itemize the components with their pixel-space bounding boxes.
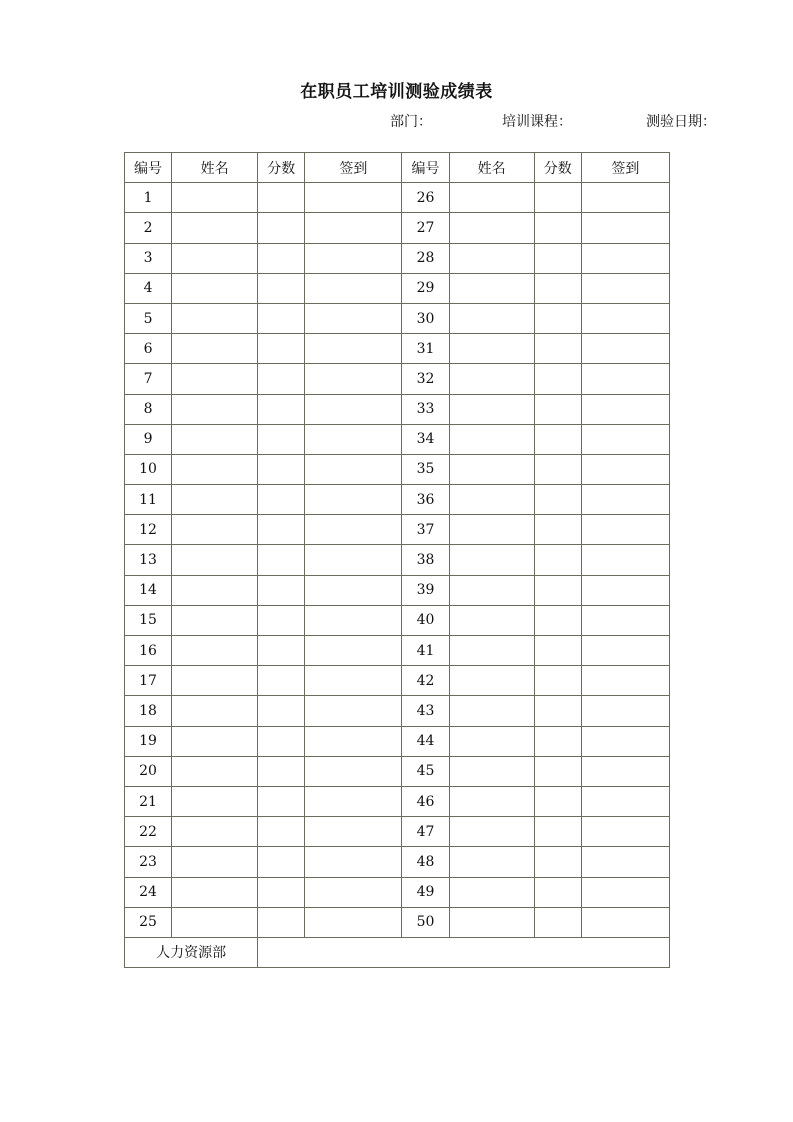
signin-cell-right[interactable] — [581, 877, 669, 907]
signin-cell-right[interactable] — [581, 213, 669, 243]
table-row — [125, 515, 670, 545]
score-cell-right[interactable] — [534, 485, 581, 515]
table-header-row — [125, 153, 670, 183]
name-cell-left[interactable] — [172, 877, 258, 907]
row-number-left: 20 — [125, 756, 172, 786]
name-cell-left[interactable] — [172, 364, 258, 394]
score-cell-left[interactable] — [258, 907, 305, 937]
table-body — [125, 183, 670, 938]
row-number-left: 6 — [125, 334, 172, 364]
row-number-left: 17 — [125, 666, 172, 696]
score-cell-right[interactable] — [534, 636, 581, 666]
header-score: 分数 — [534, 153, 581, 183]
table-row — [125, 334, 670, 364]
row-number-left: 11 — [125, 485, 172, 515]
score-cell-right[interactable] — [534, 454, 581, 484]
score-cell-right[interactable] — [534, 877, 581, 907]
row-number-left: 12 — [125, 515, 172, 545]
signin-cell-right[interactable] — [581, 364, 669, 394]
table-row — [125, 454, 670, 484]
header-signin: 签到 — [581, 153, 669, 183]
score-cell-right[interactable] — [534, 605, 581, 635]
signin-cell-left[interactable] — [305, 817, 402, 847]
department-label: 部门： — [390, 114, 432, 130]
name-cell-left[interactable] — [172, 726, 258, 756]
signin-cell-right[interactable] — [581, 545, 669, 575]
name-cell-right[interactable] — [449, 605, 534, 635]
score-cell-right[interactable] — [534, 303, 581, 333]
score-cell-right[interactable] — [534, 273, 581, 303]
signin-cell-left[interactable] — [305, 303, 402, 333]
row-number-right: 45 — [402, 756, 449, 786]
signin-cell-right[interactable] — [581, 575, 669, 605]
name-cell-left[interactable] — [172, 907, 258, 937]
name-cell-right[interactable] — [449, 696, 534, 726]
name-cell-right[interactable] — [449, 485, 534, 515]
score-cell-left[interactable] — [258, 847, 305, 877]
score-cell-left[interactable] — [258, 605, 305, 635]
row-number-left: 18 — [125, 696, 172, 726]
table-row — [125, 907, 670, 937]
table-row — [125, 605, 670, 635]
header-signin: 签到 — [305, 153, 402, 183]
table-row — [125, 424, 670, 454]
score-cell-right[interactable] — [534, 334, 581, 364]
signin-cell-right[interactable] — [581, 847, 669, 877]
score-cell-left[interactable] — [258, 575, 305, 605]
name-cell-left[interactable] — [172, 303, 258, 333]
name-cell-right[interactable] — [449, 273, 534, 303]
signin-cell-left[interactable] — [305, 364, 402, 394]
name-cell-left[interactable] — [172, 243, 258, 273]
row-number-right: 33 — [402, 394, 449, 424]
score-cell-right[interactable] — [534, 183, 581, 213]
score-cell-left[interactable] — [258, 726, 305, 756]
row-number-right: 47 — [402, 817, 449, 847]
row-number-right: 39 — [402, 575, 449, 605]
score-cell-left[interactable] — [258, 213, 305, 243]
name-cell-left[interactable] — [172, 696, 258, 726]
score-cell-left[interactable] — [258, 364, 305, 394]
row-number-left: 19 — [125, 726, 172, 756]
score-cell-left[interactable] — [258, 334, 305, 364]
row-number-right: 41 — [402, 636, 449, 666]
row-number-left: 5 — [125, 303, 172, 333]
name-cell-left[interactable] — [172, 424, 258, 454]
row-number-right: 32 — [402, 364, 449, 394]
score-cell-right[interactable] — [534, 575, 581, 605]
score-cell-right[interactable] — [534, 545, 581, 575]
row-number-left: 16 — [125, 636, 172, 666]
row-number-right: 31 — [402, 334, 449, 364]
footer-department-field[interactable] — [258, 937, 670, 967]
table-footer-row — [125, 937, 670, 967]
name-cell-left[interactable] — [172, 817, 258, 847]
score-cell-left[interactable] — [258, 454, 305, 484]
signin-cell-left[interactable] — [305, 183, 402, 213]
score-cell-left[interactable] — [258, 515, 305, 545]
table-row — [125, 394, 670, 424]
table-row — [125, 847, 670, 877]
score-cell-left[interactable] — [258, 424, 305, 454]
row-number-right: 36 — [402, 485, 449, 515]
name-cell-left[interactable] — [172, 273, 258, 303]
row-number-right: 28 — [402, 243, 449, 273]
row-number-right: 27 — [402, 213, 449, 243]
signin-cell-left[interactable] — [305, 847, 402, 877]
signin-cell-left[interactable] — [305, 485, 402, 515]
row-number-left: 23 — [125, 847, 172, 877]
signin-cell-left[interactable] — [305, 243, 402, 273]
name-cell-left[interactable] — [172, 756, 258, 786]
signin-cell-right[interactable] — [581, 636, 669, 666]
signin-cell-left[interactable] — [305, 454, 402, 484]
name-cell-left[interactable] — [172, 847, 258, 877]
name-cell-right[interactable] — [449, 726, 534, 756]
footer-department-label: 人力资源部 — [125, 937, 258, 967]
score-cell-left[interactable] — [258, 485, 305, 515]
row-number-left: 15 — [125, 605, 172, 635]
name-cell-right[interactable] — [449, 424, 534, 454]
name-cell-left[interactable] — [172, 334, 258, 364]
score-cell-right[interactable] — [534, 786, 581, 816]
name-cell-right[interactable] — [449, 666, 534, 696]
signin-cell-right[interactable] — [581, 424, 669, 454]
row-number-left: 25 — [125, 907, 172, 937]
name-cell-left[interactable] — [172, 454, 258, 484]
header-name: 姓名 — [449, 153, 534, 183]
score-cell-right[interactable] — [534, 213, 581, 243]
table-row — [125, 213, 670, 243]
training-course-label: 培训课程： — [502, 114, 572, 130]
signin-cell-right[interactable] — [581, 334, 669, 364]
signin-cell-right[interactable] — [581, 786, 669, 816]
name-cell-right[interactable] — [449, 786, 534, 816]
score-cell-right[interactable] — [534, 696, 581, 726]
row-number-right: 30 — [402, 303, 449, 333]
row-number-right: 38 — [402, 545, 449, 575]
name-cell-left[interactable] — [172, 213, 258, 243]
table-row — [125, 786, 670, 816]
signin-cell-left[interactable] — [305, 666, 402, 696]
name-cell-left[interactable] — [172, 605, 258, 635]
table-row — [125, 243, 670, 273]
score-cell-left[interactable] — [258, 636, 305, 666]
row-number-right: 40 — [402, 605, 449, 635]
score-cell-right[interactable] — [534, 726, 581, 756]
name-cell-right[interactable] — [449, 183, 534, 213]
table-row — [125, 636, 670, 666]
table-row — [125, 726, 670, 756]
row-number-right: 35 — [402, 454, 449, 484]
signin-cell-right[interactable] — [581, 756, 669, 786]
test-date-label: 测验日期： — [646, 114, 716, 130]
row-number-left: 24 — [125, 877, 172, 907]
score-cell-right[interactable] — [534, 817, 581, 847]
score-cell-right[interactable] — [534, 666, 581, 696]
row-number-left: 7 — [125, 364, 172, 394]
name-cell-right[interactable] — [449, 575, 534, 605]
name-cell-right[interactable] — [449, 756, 534, 786]
row-number-left: 3 — [125, 243, 172, 273]
score-cell-left[interactable] — [258, 183, 305, 213]
row-number-left: 21 — [125, 786, 172, 816]
table-row — [125, 817, 670, 847]
name-cell-right[interactable] — [449, 907, 534, 937]
signin-cell-right[interactable] — [581, 817, 669, 847]
row-number-left: 4 — [125, 273, 172, 303]
header-number: 编号 — [402, 153, 449, 183]
signin-cell-right[interactable] — [581, 183, 669, 213]
score-cell-left[interactable] — [258, 786, 305, 816]
score-cell-left[interactable] — [258, 303, 305, 333]
name-cell-right[interactable] — [449, 334, 534, 364]
signin-cell-left[interactable] — [305, 515, 402, 545]
signin-cell-right[interactable] — [581, 666, 669, 696]
signin-cell-left[interactable] — [305, 334, 402, 364]
name-cell-left[interactable] — [172, 666, 258, 696]
signin-cell-left[interactable] — [305, 545, 402, 575]
table-row — [125, 364, 670, 394]
signin-cell-right[interactable] — [581, 394, 669, 424]
row-number-right: 43 — [402, 696, 449, 726]
name-cell-right[interactable] — [449, 515, 534, 545]
table-row — [125, 183, 670, 213]
table-row — [125, 545, 670, 575]
score-cell-left[interactable] — [258, 666, 305, 696]
row-number-left: 22 — [125, 817, 172, 847]
signin-cell-right[interactable] — [581, 605, 669, 635]
signin-cell-left[interactable] — [305, 756, 402, 786]
row-number-right: 34 — [402, 424, 449, 454]
row-number-right: 44 — [402, 726, 449, 756]
signin-cell-left[interactable] — [305, 696, 402, 726]
score-cell-left[interactable] — [258, 545, 305, 575]
signin-cell-left[interactable] — [305, 877, 402, 907]
signin-cell-right[interactable] — [581, 303, 669, 333]
signin-cell-right[interactable] — [581, 454, 669, 484]
name-cell-right[interactable] — [449, 636, 534, 666]
name-cell-right[interactable] — [449, 545, 534, 575]
name-cell-left[interactable] — [172, 636, 258, 666]
signin-cell-left[interactable] — [305, 394, 402, 424]
table-row — [125, 575, 670, 605]
name-cell-left[interactable] — [172, 575, 258, 605]
row-number-right: 46 — [402, 786, 449, 816]
signin-cell-left[interactable] — [305, 636, 402, 666]
row-number-right: 49 — [402, 877, 449, 907]
score-cell-right[interactable] — [534, 424, 581, 454]
row-number-right: 42 — [402, 666, 449, 696]
row-number-left: 10 — [125, 454, 172, 484]
name-cell-right[interactable] — [449, 243, 534, 273]
name-cell-left[interactable] — [172, 183, 258, 213]
name-cell-left[interactable] — [172, 545, 258, 575]
signin-cell-right[interactable] — [581, 273, 669, 303]
table-row — [125, 696, 670, 726]
table-row — [125, 485, 670, 515]
signin-cell-left[interactable] — [305, 726, 402, 756]
signin-cell-left[interactable] — [305, 575, 402, 605]
row-number-right: 29 — [402, 273, 449, 303]
signin-cell-left[interactable] — [305, 907, 402, 937]
row-number-left: 9 — [125, 424, 172, 454]
row-number-right: 50 — [402, 907, 449, 937]
score-cell-left[interactable] — [258, 273, 305, 303]
signin-cell-left[interactable] — [305, 424, 402, 454]
signin-cell-right[interactable] — [581, 726, 669, 756]
row-number-left: 8 — [125, 394, 172, 424]
name-cell-left[interactable] — [172, 786, 258, 816]
signin-cell-right[interactable] — [581, 485, 669, 515]
score-cell-right[interactable] — [534, 907, 581, 937]
row-number-left: 1 — [125, 183, 172, 213]
name-cell-right[interactable] — [449, 817, 534, 847]
row-number-right: 48 — [402, 847, 449, 877]
score-cell-right[interactable] — [534, 394, 581, 424]
header-number: 编号 — [125, 153, 172, 183]
name-cell-right[interactable] — [449, 454, 534, 484]
signin-cell-left[interactable] — [305, 273, 402, 303]
score-table — [124, 152, 670, 968]
table-row — [125, 877, 670, 907]
signin-cell-right[interactable] — [581, 515, 669, 545]
name-cell-right[interactable] — [449, 364, 534, 394]
table-row — [125, 666, 670, 696]
row-number-right: 37 — [402, 515, 449, 545]
score-cell-left[interactable] — [258, 394, 305, 424]
header-name: 姓名 — [172, 153, 258, 183]
signin-cell-left[interactable] — [305, 605, 402, 635]
row-number-left: 2 — [125, 213, 172, 243]
name-cell-right[interactable] — [449, 394, 534, 424]
name-cell-left[interactable] — [172, 515, 258, 545]
signin-cell-right[interactable] — [581, 696, 669, 726]
row-number-left: 13 — [125, 545, 172, 575]
score-cell-right[interactable] — [534, 243, 581, 273]
name-cell-right[interactable] — [449, 877, 534, 907]
signin-cell-left[interactable] — [305, 213, 402, 243]
row-number-right: 26 — [402, 183, 449, 213]
score-cell-right[interactable] — [534, 756, 581, 786]
score-cell-left[interactable] — [258, 817, 305, 847]
table-row — [125, 756, 670, 786]
score-cell-left[interactable] — [258, 756, 305, 786]
signin-cell-right[interactable] — [581, 243, 669, 273]
score-cell-left[interactable] — [258, 877, 305, 907]
page-title: 在职员工培训测验成绩表 — [300, 82, 493, 102]
name-cell-right[interactable] — [449, 213, 534, 243]
signin-cell-left[interactable] — [305, 786, 402, 816]
score-cell-right[interactable] — [534, 847, 581, 877]
score-cell-left[interactable] — [258, 243, 305, 273]
score-cell-right[interactable] — [534, 515, 581, 545]
name-cell-right[interactable] — [449, 847, 534, 877]
row-number-left: 14 — [125, 575, 172, 605]
name-cell-left[interactable] — [172, 485, 258, 515]
table-row — [125, 303, 670, 333]
score-cell-right[interactable] — [534, 364, 581, 394]
score-cell-left[interactable] — [258, 696, 305, 726]
header-score: 分数 — [258, 153, 305, 183]
table-row — [125, 273, 670, 303]
name-cell-left[interactable] — [172, 394, 258, 424]
signin-cell-right[interactable] — [581, 907, 669, 937]
name-cell-right[interactable] — [449, 303, 534, 333]
